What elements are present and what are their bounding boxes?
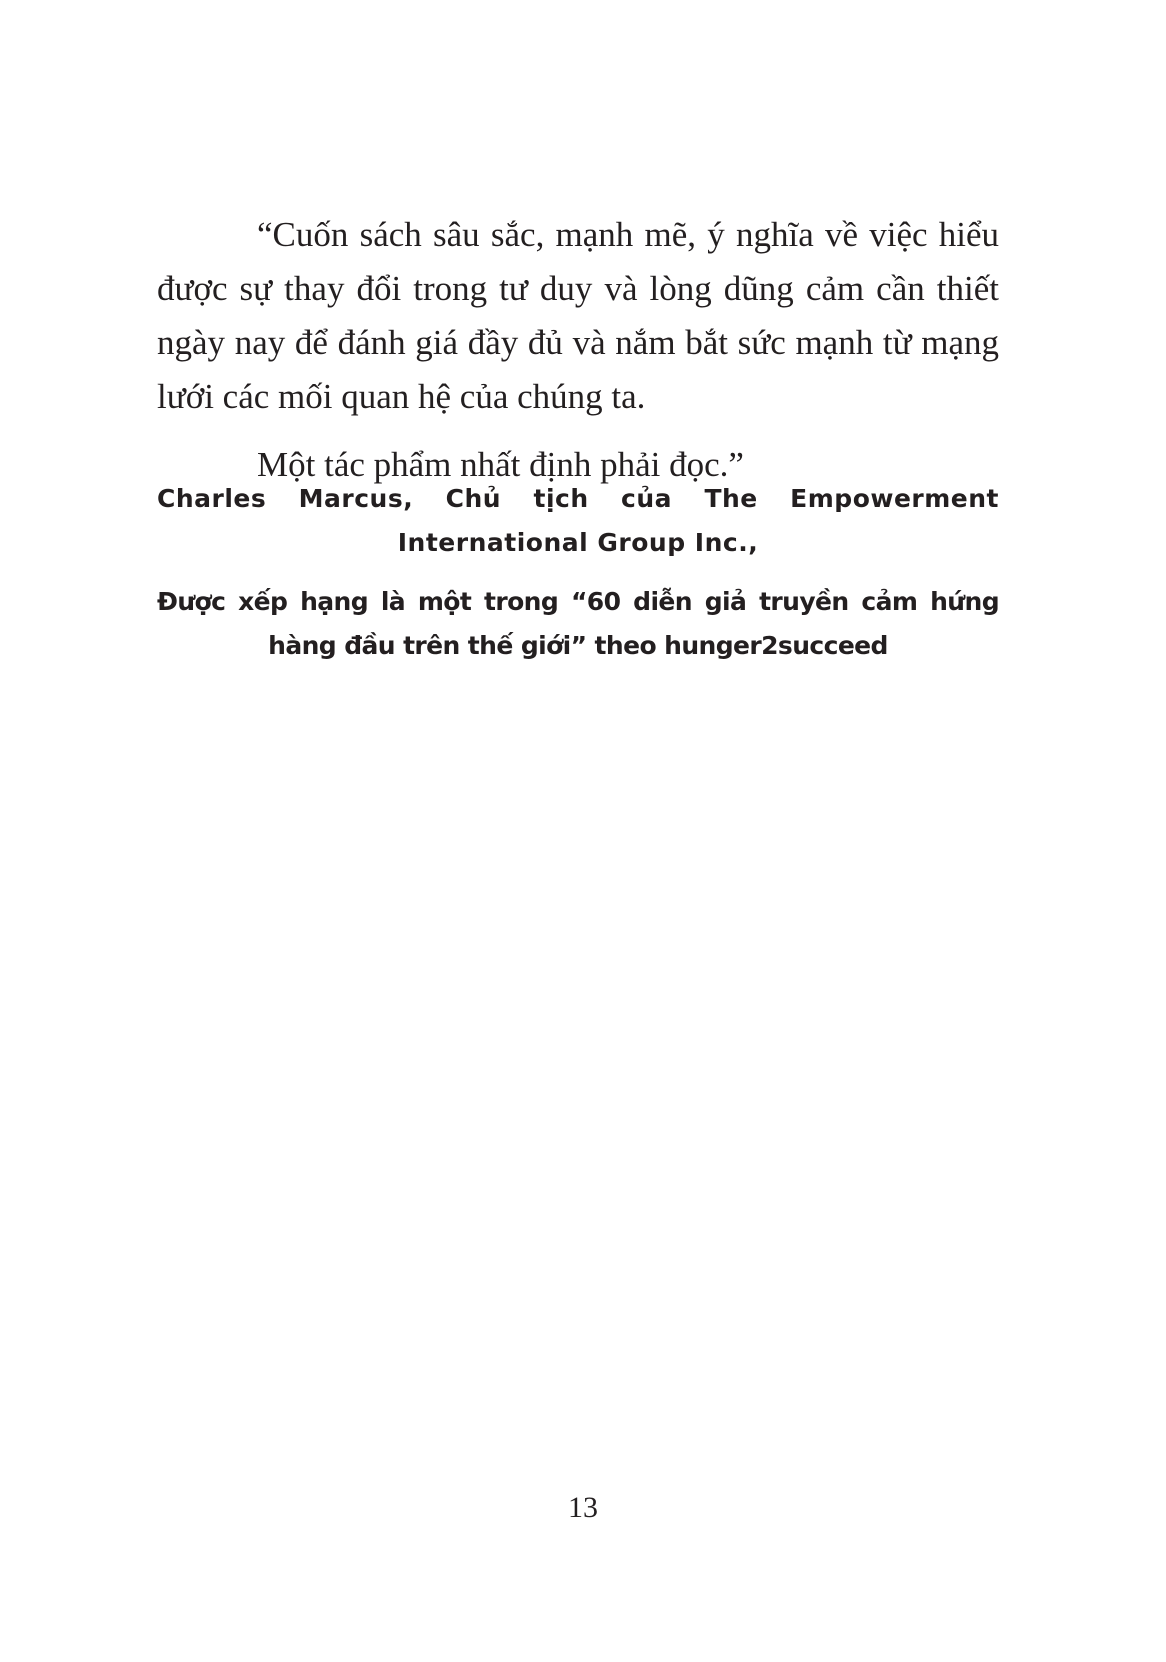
- quote-block: [157, 208, 999, 492]
- attribution-author: Charles Marcus, Chủ tịch của The Empowerment International Group Inc.,: [157, 484, 999, 557]
- quote-paragraph-1: “Cuốn sách sâu sắc, mạnh mẽ, ý nghĩa về việc hiểu được sự thay đổi trong tư duy và lòng dũng cảm cần thiết ngày nay để đánh giá đầy đủ và nắm bắt sức mạnh từ mạng lưới các mối quan hệ của chúng ta.: [157, 215, 999, 416]
- attribution-ranking: Được xếp hạng là một trong “60 diễn giả truyền cảm hứng hàng đầu trên thế giới” theo hunger2succeed: [157, 587, 999, 660]
- quote-paragraph-2: Một tác phẩm nhất định phải đọc.”: [257, 445, 744, 484]
- page-number: 13: [568, 1491, 598, 1524]
